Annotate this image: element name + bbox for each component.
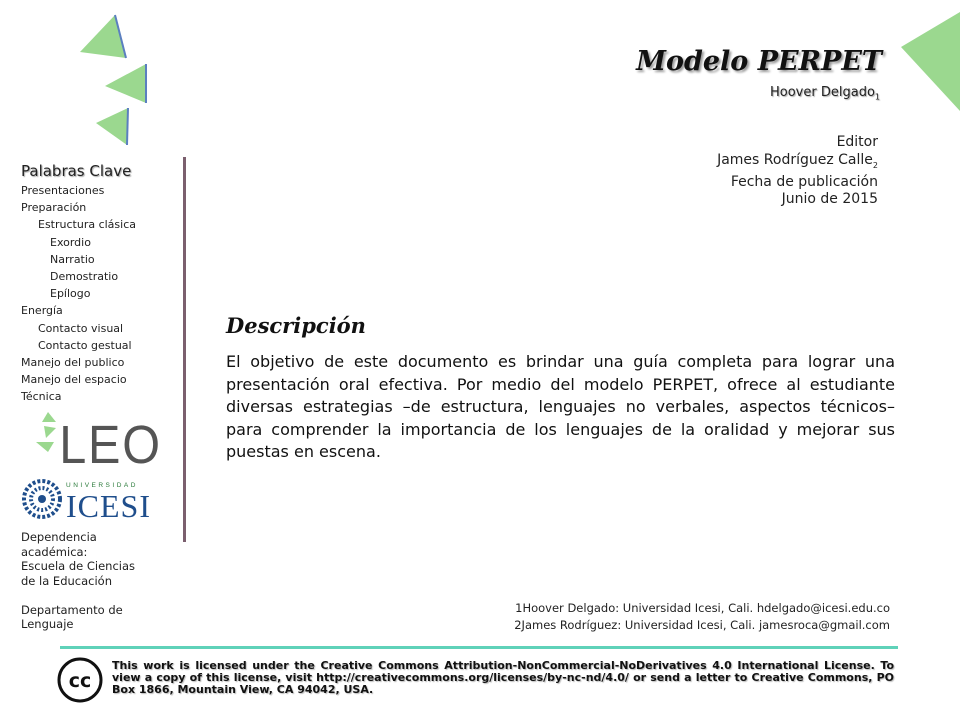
icesi-logo-text: ICESI [66,488,151,524]
keyword-item: Contacto visual [38,321,124,335]
author-line [770,85,880,102]
departamento-line: Lenguaje [21,617,74,631]
keyword-item: Manejo del publico [21,356,125,370]
editor-footnote-mark: 2 [872,160,878,170]
triangle-shape-corner [901,12,960,111]
leo-logo [34,408,162,475]
icesi-emblem [24,481,60,517]
editor-label: Editor [836,134,878,150]
keyword-item: Preparación [21,201,87,215]
author-footnote-mark: 1 [874,92,880,102]
icesi-logo [22,478,157,522]
leo-logo-text: LEO [59,413,162,475]
triangle-shape-2 [105,64,146,103]
keyword-item: Manejo del espacio [21,373,127,387]
author-name: Hoover Delgado [770,85,875,100]
dependencia-line: Dependencia [21,530,97,544]
document-title: Modelo PERPET [636,46,882,77]
dependencia-line: Escuela de Ciencias [21,559,136,573]
dependencia-block [21,530,171,632]
description-body: El objetivo de este documento es brindar una guía completa para lograr una presentación oral efectiva. Por medio del modelo PERPET, ofrece al estudiante diversas estrategias –de estructura, lenguajes no verbales, aspectos técnicos– para comprender la importancia de los lenguajes de la oralidad y mejorar sus puestas en escena. [226,352,895,461]
publication-label: Fecha de publicación [730,173,878,190]
creative-commons-icon [57,657,103,703]
dependencia-line: académica: [21,544,88,559]
icesi-top-text: UNIVERSIDAD [66,482,138,489]
keyword-item: Epílogo [50,287,91,301]
keyword-item: Estructura clásica [38,218,137,232]
license-text: This work is licensed under the Creative Commons Attribution-NonCommercial-NoDerivatives 4.0 International License. To view a copy of this license, visit http://creativecommons.org/licenses/by-nc-nd/4.0/ or send a letter to Creative Commons, PO Box 1866, Mountain View, CA 94042, USA. [112,659,894,696]
footnotes [514,600,890,634]
keywords-title: Palabras Clave [21,162,132,180]
keyword-item: Técnica [21,390,62,404]
footnote-2: 2James Rodríguez: Universidad Icesi, Cali. jamesroca@gmail.com [514,618,890,632]
keyword-item: Energía [21,304,63,318]
publication-date: Junio de 2015 [781,191,878,208]
triangle-shape-1 [80,15,126,58]
description-heading: Descripción [226,313,366,338]
keywords-sidebar [21,162,181,406]
editor-block [717,134,878,209]
keyword-item: Demostratio [50,270,119,284]
sidebar-divider [183,157,186,542]
footnote-1: 1Hoover Delgado: Universidad Icesi, Cali. hdelgado@icesi.edu.co [515,601,890,615]
cc-badge-text: cc [68,670,92,692]
keyword-item: Exordio [50,235,91,249]
keyword-item: Contacto gestual [38,338,132,352]
keyword-item: Presentaciones [21,184,105,197]
triangle-shape-3 [96,108,128,145]
editor-line [717,152,878,174]
keyword-item: Narratio [50,252,95,266]
dependencia-line: de la Educación [21,573,112,588]
editor-name: James Rodríguez Calle [717,151,873,168]
departamento-line: Departamento de [21,602,123,617]
footer-divider [60,646,898,649]
